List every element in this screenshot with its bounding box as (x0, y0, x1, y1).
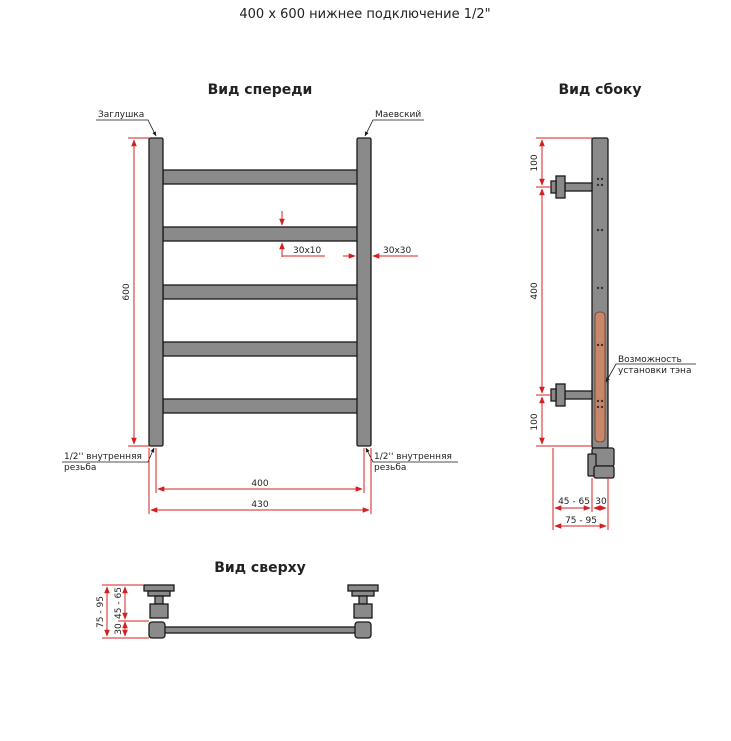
bracket-left-upper (148, 591, 170, 596)
side-top-value: 100 (530, 154, 540, 172)
rung (163, 170, 359, 184)
side-depth-short-value: 45 - 65 (558, 497, 590, 507)
thread-label-left: 1/2'' внутренняя (64, 452, 142, 462)
mayevsky-leader (365, 120, 424, 136)
bottom-bracket-arm (565, 391, 592, 399)
top-offset-value: 30 (114, 623, 124, 635)
bottom-bracket-plate (556, 384, 565, 406)
front-view-heading: Вид спереди (207, 82, 313, 98)
bracket-right-upper (352, 591, 374, 596)
rung (163, 342, 359, 356)
bracket-left-lower (150, 604, 168, 618)
front-view (62, 82, 458, 514)
bracket-left-stem (155, 596, 163, 604)
bracket-right-lower (354, 604, 372, 618)
plug-leader (96, 120, 156, 136)
drawing-title: 400 x 600 нижнее подключение 1/2" (239, 7, 491, 22)
rung-profile-value: 30x10 (293, 246, 322, 256)
side-depth-total-value: 75 - 95 (565, 516, 597, 526)
wall-plate-left (144, 585, 174, 591)
heater-element (595, 312, 605, 442)
height-dimension-value: 600 (122, 283, 132, 301)
side-depth-pipe-value: 30 (595, 497, 607, 507)
right-post (357, 138, 371, 446)
post-top-right (355, 622, 371, 638)
post-top-left (149, 622, 165, 638)
side-view (530, 82, 696, 530)
side-bottom-value: 100 (530, 413, 540, 431)
top-rung (164, 627, 360, 633)
bottom-fitting-base (594, 466, 614, 478)
left-post (149, 138, 163, 446)
thread-label-right-2: резьба (374, 463, 407, 473)
rung (163, 227, 359, 241)
post-profile-value: 30x30 (383, 246, 412, 256)
thread-label-right: 1/2'' внутренняя (374, 452, 452, 462)
top-view-heading: Вид сверху (214, 560, 306, 576)
wall-plate-right (348, 585, 378, 591)
width-total-value: 430 (251, 500, 269, 510)
rung (163, 399, 359, 413)
width-centers-value: 400 (251, 479, 269, 489)
top-depth-value: 45 - 65 (114, 587, 124, 619)
top-view (96, 560, 378, 638)
top-bracket-arm (565, 183, 592, 191)
top-bracket-plate (556, 176, 565, 198)
top-bracket-flange (551, 181, 556, 193)
bottom-bracket-flange (551, 389, 556, 401)
side-middle-value: 400 (530, 282, 540, 300)
thread-label-left-2: резьба (64, 463, 97, 473)
mayevsky-label: Маевский (375, 110, 422, 120)
heater-label: Возможность (618, 355, 682, 365)
heater-label-2: установки тэна (618, 366, 692, 376)
top-total-value: 75 - 95 (96, 596, 106, 628)
plug-label: Заглушка (98, 110, 145, 120)
bracket-right-stem (359, 596, 367, 604)
rung (163, 285, 359, 299)
side-view-heading: Вид сбоку (558, 82, 642, 98)
